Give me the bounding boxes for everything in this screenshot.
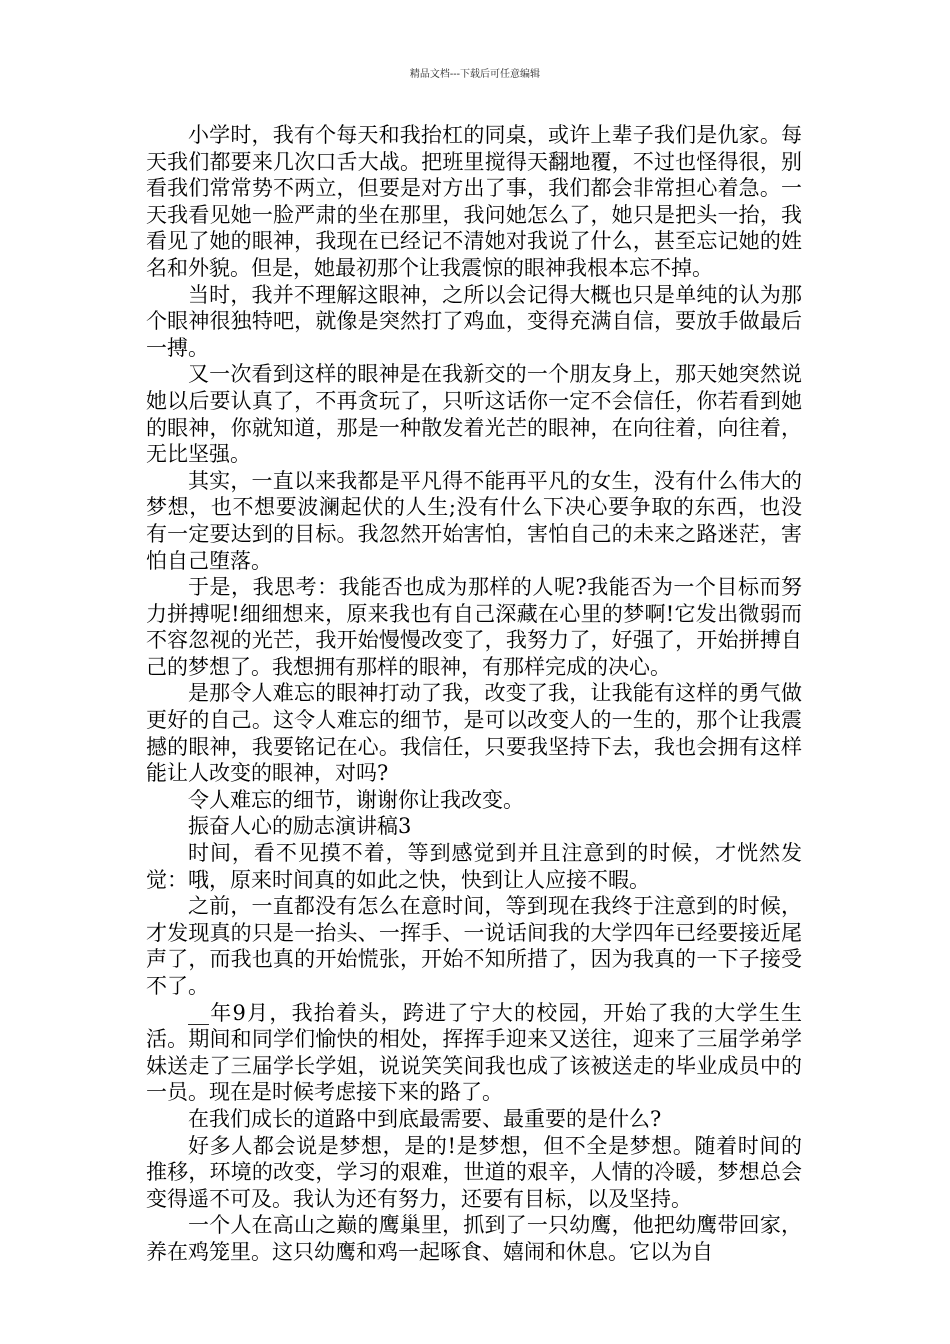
paragraph: 时间，看不见摸不着，等到感觉到并且注意到的时候，才恍然发觉：哦，原来时间真的如此之快，快到让人应接不暇。 xyxy=(146,841,802,892)
document-body xyxy=(146,122,802,1266)
paragraph: 一个人在高山之巅的鹰巢里，抓到了一只幼鹰，他把幼鹰带回家，养在鸡笼里。这只幼鹰和鸡一起啄食、嬉闹和休息。它以为自 xyxy=(146,1213,802,1264)
paragraph: 于是，我思考：我能否也成为那样的人呢?我能否为一个目标而努力拼搏呢!细细想来，原来我也有自己深藏在心里的梦啊!它发出微弱而不容忽视的光芒，我开始慢慢改变了，我努力了，好强了，开始拼搏自己的梦想了。我想拥有那样的眼神，有那样完成的决心。 xyxy=(146,575,802,679)
section-title: 振奋人心的励志演讲稿3 xyxy=(188,814,412,839)
page-header: 精品文档---下载后可任意编辑 xyxy=(409,69,541,80)
paragraph: 当时，我并不理解这眼神，之所以会记得大概也只是单纯的认为那个眼神很独特吧，就像是突然打了鸡血，变得充满自信，要放手做最后一搏。 xyxy=(146,282,802,360)
paragraph: __年9月，我抬着头，跨进了宁大的校园，开始了我的大学生生活。期间和同学们愉快的相处，挥挥手迎来又送往，迎来了三届学弟学妹送走了三届学长学姐，说说笑笑间我也成了该被送走的毕业成员中的一员。现在是时候考虑接下来的路了。 xyxy=(146,1000,802,1105)
paragraph: 令人难忘的细节，谢谢你让我改变。 xyxy=(188,787,524,812)
paragraph: 在我们成长的道路中到底最需要、最重要的是什么? xyxy=(188,1106,662,1131)
paragraph: 其实，一直以来我都是平凡得不能再平凡的女生，没有什么伟大的梦想，也不想要波澜起伏的人生;没有什么下决心要争取的东西，也没有一定要达到的目标。我忽然开始害怕，害怕自己的未来之路迷茫，害怕自己堕落。 xyxy=(146,468,802,573)
paragraph: 是那令人难忘的眼神打动了我，改变了我，让我能有这样的勇气做更好的自己。这令人难忘的细节，是可以改变人的一生的，那个让我震撼的眼神，我要铭记在心。我信任，只要我坚持下去，我也会拥有这样能让人改变的眼神，对吗? xyxy=(146,681,802,786)
paragraph: 小学时，我有个每天和我抬杠的同桌，或许上辈子我们是仇家。每天我们都要来几次口舌大战。把班里搅得天翻地覆，不过也怪得很，别看我们常常势不两立，但要是对方出了事，我们都会非常担心着急。一天我看见她一脸严肃的坐在那里，我问她怎么了，她只是把头一抬，我看见了她的眼神，我现在已经记不清她对我说了什么，甚至忘记她的姓名和外貌。但是，她最初那个让我震惊的眼神我根本忘不掉。 xyxy=(146,123,802,280)
paragraph: 之前，一直都没有怎么在意时间，等到现在我终于注意到的时候，才发现真的只是一抬头、一挥手、一说话间我的大学四年已经要接近尾声了，而我也真的开始慌张，开始不知所措了，因为我真的一下子接受不了。 xyxy=(146,894,802,998)
paragraph: 又一次看到这样的眼神是在我新交的一个朋友身上，那天她突然说她以后要认真了，不再贪玩了，只听这话你一定不会信任，你若看到她的眼神，你就知道，那是一种散发着光芒的眼神，在向往着，向往着，无比坚强。 xyxy=(146,362,802,467)
paragraph: 好多人都会说是梦想，是的!是梦想，但不全是梦想。随着时间的推移，环境的改变，学习的艰难，世道的艰辛，人情的冷暖，梦想总会变得遥不可及。我认为还有努力，还要有目标，以及坚持。 xyxy=(146,1133,802,1211)
